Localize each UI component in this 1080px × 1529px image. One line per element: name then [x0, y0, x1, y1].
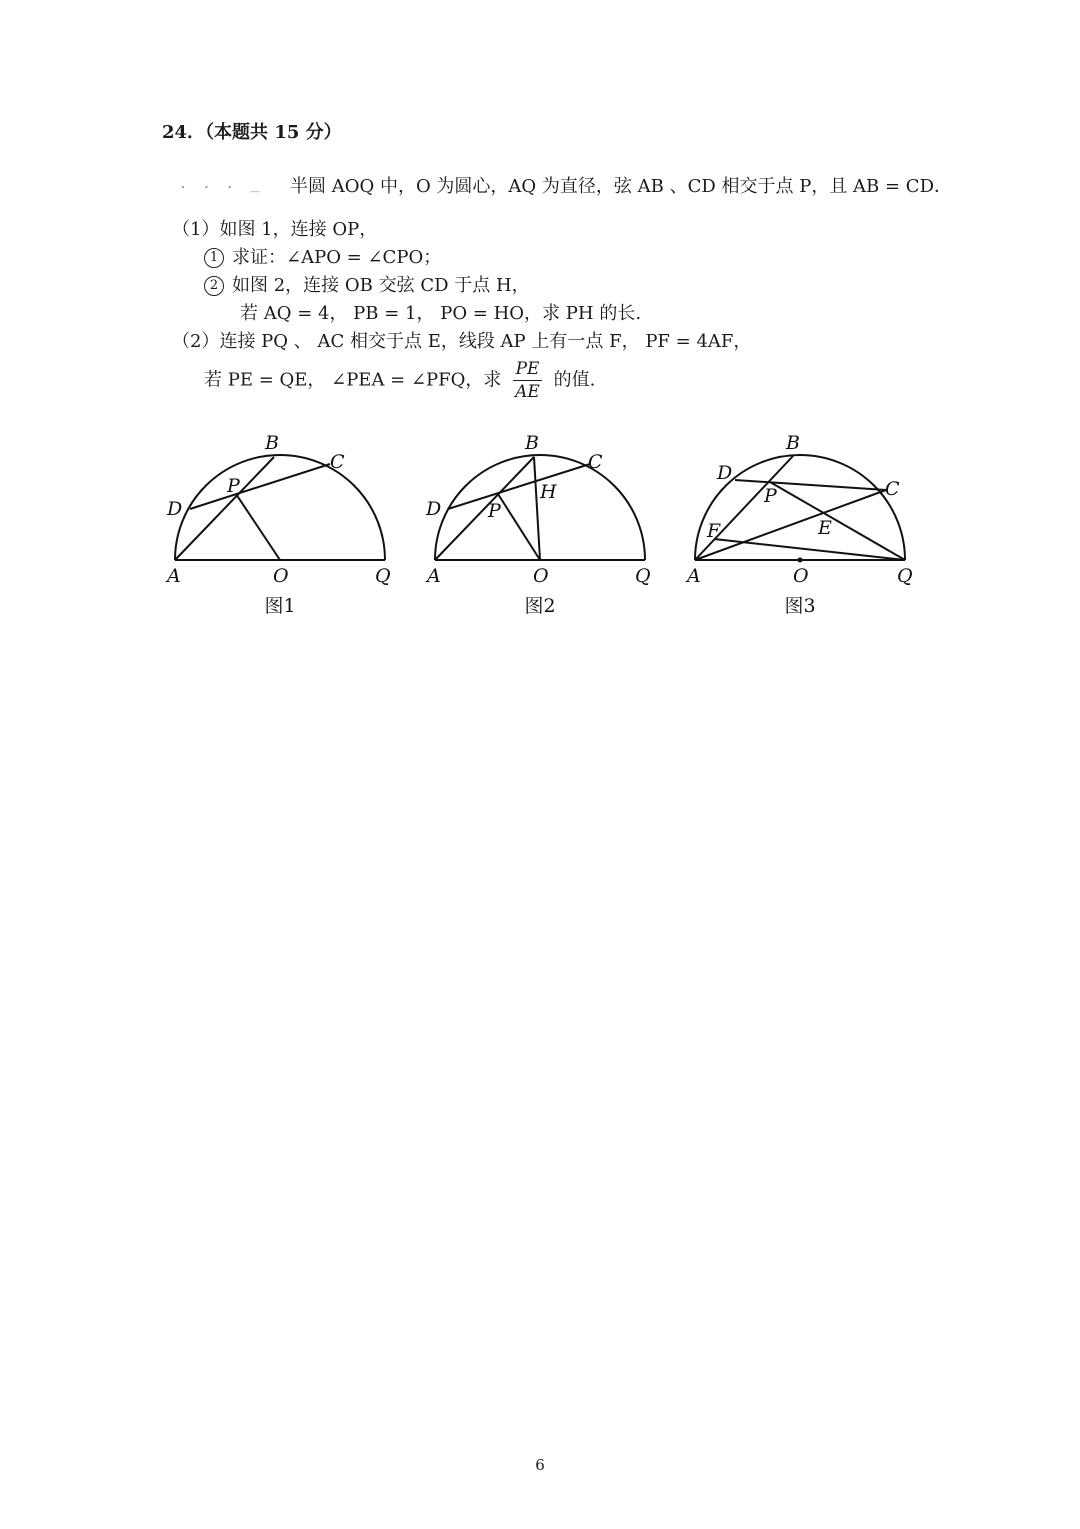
part2-cond-after: 的值. [553, 369, 596, 391]
fig2-label-c: C [588, 451, 603, 473]
fig3-center-dot [798, 558, 803, 563]
fig3-caption: 图3 [784, 595, 816, 617]
fraction-denominator: AE [515, 382, 540, 402]
fig3-chord-cd [735, 480, 886, 490]
fig1-caption: 图1 [264, 595, 296, 617]
part2-heading: （2）连接 PQ 、 AC 相交于点 E，线段 AP 上有一点 F， PF = 4AF， [172, 331, 752, 352]
fig3-label-p: P [764, 485, 777, 507]
fig3-segment-ac [695, 490, 886, 560]
figure-1 [175, 455, 385, 560]
fig1-semicircle [175, 455, 385, 560]
fig1-label-a: A [167, 565, 181, 587]
fig1-label-p: P [227, 475, 240, 497]
fig3-label-d: D [717, 462, 733, 484]
fig3-label-b: B [786, 432, 800, 454]
fig3-segment-fq [714, 539, 905, 560]
fig2-label-b: B [525, 432, 539, 454]
sub2-condition: 若 AQ = 4， PB = 1， PO = HO，求 PH 的长. [240, 303, 642, 324]
blank-mark: . . . _ [180, 172, 266, 193]
fig2-label-p: P [488, 500, 501, 522]
circled-number-1: 1 [204, 248, 224, 268]
fig2-label-o: O [533, 565, 549, 587]
sub1-text: 求证：∠APO = ∠CPO； [232, 247, 442, 268]
figure-2 [435, 455, 645, 560]
fig3-label-q: Q [897, 565, 913, 587]
part2-condition [204, 358, 595, 403]
page-number: 6 [535, 1456, 545, 1474]
circled-number-2: 2 [204, 276, 224, 296]
fig3-label-c: C [885, 478, 900, 500]
intro-text: 半圆 AOQ 中，O 为圆心，AQ 为直径，弦 AB 、CD 相交于点 P，且 AB = CD． [290, 176, 953, 197]
question-title: 24．（本题共 15 分） [162, 122, 342, 143]
fig1-segment-op [236, 494, 280, 560]
fig2-label-q: Q [635, 565, 651, 587]
part2-cond-before: 若 PE = QE， ∠PEA = ∠PFQ，求 [204, 369, 502, 391]
fig3-label-f: F [707, 520, 721, 542]
fig3-label-a: A [687, 565, 701, 587]
fig2-caption: 图2 [524, 595, 556, 617]
part1-heading: （1）如图 1，连接 OP， [172, 219, 378, 240]
fig1-label-b: B [265, 432, 279, 454]
fig2-label-a: A [427, 565, 441, 587]
sub2-text: 如图 2，连接 OB 交弦 CD 于点 H， [232, 275, 530, 296]
fraction-numerator: PE [513, 358, 542, 381]
sub-question-1 [204, 243, 441, 269]
fig2-segment-op [498, 494, 540, 560]
fig1-label-o: O [273, 565, 289, 587]
fig2-label-h: H [540, 481, 557, 503]
fig3-label-e: E [818, 517, 832, 539]
figures-diagram [0, 420, 1080, 630]
fig2-segment-ob [534, 457, 540, 560]
fig1-label-c: C [330, 451, 345, 473]
sub-question-2 [204, 271, 530, 297]
fig3-label-o: O [793, 565, 809, 587]
fig1-label-q: Q [375, 565, 391, 587]
fraction-pe-over-ae [513, 358, 542, 403]
fig1-label-d: D [167, 498, 183, 520]
fig2-chord-cd [448, 464, 590, 509]
fig2-label-d: D [426, 498, 442, 520]
